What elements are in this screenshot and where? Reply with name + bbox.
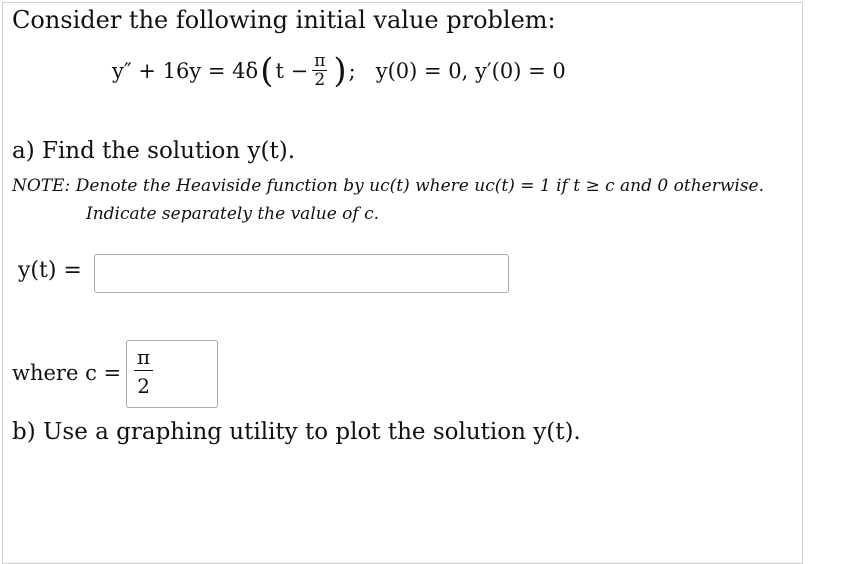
equation-lhs: y″ + 16y = 4δ <box>112 58 259 83</box>
fraction-denominator: 2 <box>314 70 326 90</box>
solution-input[interactable] <box>94 254 509 293</box>
part-b-heading: b) Use a graphing utility to plot the solution y(t). <box>12 419 581 445</box>
problem-intro: Consider the following initial value problem: <box>12 6 556 34</box>
heaviside-note: NOTE: Denote the Heaviside function by uc(t) where uc(t) = 1 if t ≥ c and 0 otherwise. <box>12 176 765 196</box>
where-c-label: where c = <box>12 361 122 385</box>
part-a-heading: a) Find the solution y(t). <box>12 138 296 164</box>
equation-arg-prefix: t − <box>275 58 309 83</box>
c-numerator: π <box>134 346 153 371</box>
fraction-numerator: π <box>314 51 326 71</box>
equation-fraction <box>312 52 327 89</box>
c-value-fraction <box>134 346 153 397</box>
initial-conditions: y(0) = 0, y′(0) = 0 <box>375 58 566 83</box>
c-denominator: 2 <box>137 374 150 398</box>
heaviside-note-line2: Indicate separately the value of c. <box>86 204 380 224</box>
solution-label: y(t) = <box>18 258 82 283</box>
ivp-equation: y″ + 16y = 4δ ( t − $\frac{\pi}{2}$ ) ; y(0) = 0, y′(0) = 0 <box>112 50 566 91</box>
